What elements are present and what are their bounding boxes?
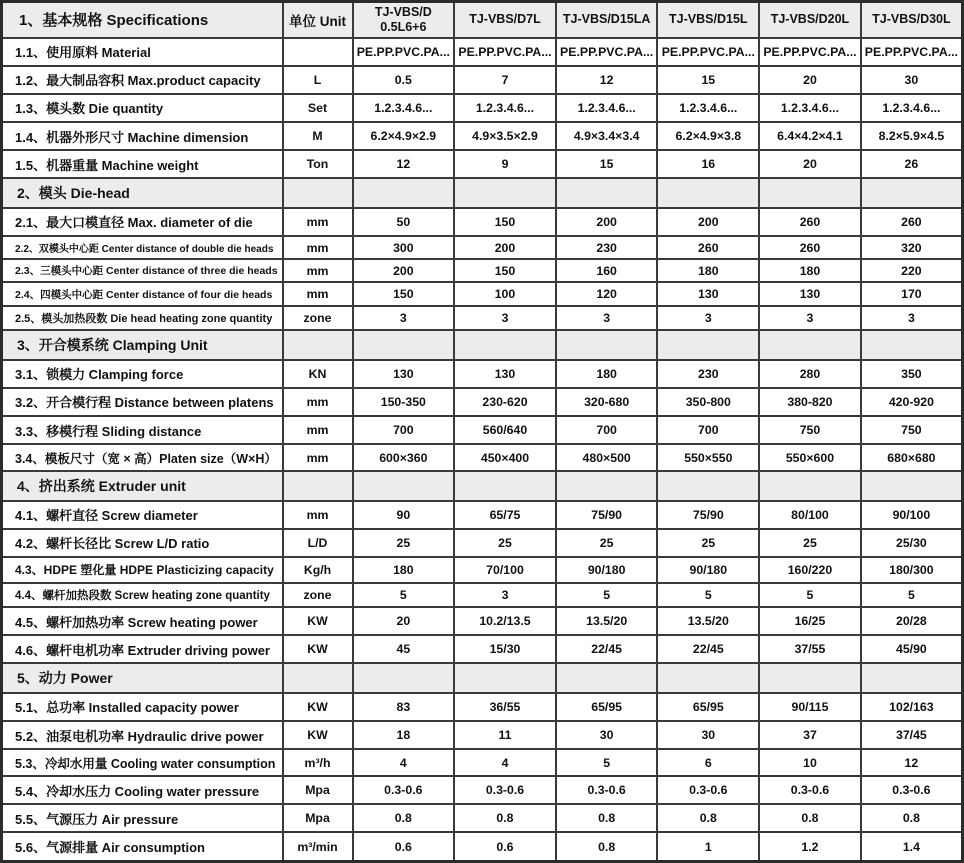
value-cell: 11 <box>454 721 556 749</box>
value-cell: 0.8 <box>861 804 963 832</box>
value-cell: 25 <box>454 529 556 557</box>
value-cell: 6.2×4.9×3.8 <box>657 122 759 150</box>
value-cell: 1.2.3.4.6... <box>759 94 861 122</box>
value-cell: 0.8 <box>556 804 658 832</box>
spec-row <box>2 38 963 66</box>
spec-label: 2.2、双模头中心距 Center distance of double die heads <box>2 236 283 259</box>
value-cell: 5 <box>759 583 861 608</box>
value-cell: 45/90 <box>861 635 963 663</box>
value-cell <box>454 471 556 500</box>
value-cell: 90/100 <box>861 501 963 529</box>
value-cell: 0.8 <box>556 832 658 861</box>
spec-label: 5.4、冷却水压力 Cooling water pressure <box>2 776 283 804</box>
spec-row <box>2 749 963 776</box>
spec-label: 3.2、开合模行程 Distance between platens <box>2 388 283 416</box>
section-title: 4、挤出系统 Extruder unit <box>2 471 283 500</box>
value-cell: 0.8 <box>657 804 759 832</box>
unit-cell: KW <box>283 721 353 749</box>
value-cell: 220 <box>861 259 963 282</box>
value-cell: PE.PP.PVC.PA... <box>861 38 963 66</box>
value-cell: PE.PP.PVC.PA... <box>556 38 658 66</box>
value-cell: 380-820 <box>759 388 861 416</box>
spec-row <box>2 282 963 305</box>
unit-cell: KW <box>283 693 353 721</box>
spec-label: 1.4、机器外形尺寸 Machine dimension <box>2 122 283 150</box>
value-cell: 26 <box>861 150 963 178</box>
spec-label: 5.1、总功率 Installed capacity power <box>2 693 283 721</box>
value-cell <box>454 663 556 692</box>
value-cell: 0.5 <box>353 66 455 94</box>
unit-cell: mm <box>283 444 353 471</box>
unit-cell: mm <box>283 501 353 529</box>
value-cell: 0.3-0.6 <box>556 776 658 804</box>
spec-label: 5.6、气源排量 Air consumption <box>2 832 283 861</box>
value-cell: 170 <box>861 282 963 305</box>
value-cell: PE.PP.PVC.PA... <box>759 38 861 66</box>
value-cell: 200 <box>454 236 556 259</box>
value-cell: 180 <box>759 259 861 282</box>
value-cell: 15 <box>657 66 759 94</box>
unit-cell: m³/min <box>283 832 353 861</box>
value-cell: 30 <box>657 721 759 749</box>
value-cell: 8.2×5.9×4.5 <box>861 122 963 150</box>
value-cell: 700 <box>353 416 455 444</box>
value-cell: 3 <box>454 583 556 608</box>
section-title: 5、动力 Power <box>2 663 283 692</box>
header-row <box>2 2 963 38</box>
spec-label: 4.5、螺杆加热功率 Screw heating power <box>2 607 283 635</box>
spec-label: 4.1、螺杆直径 Screw diameter <box>2 501 283 529</box>
value-cell: 80/100 <box>759 501 861 529</box>
value-cell: 0.3-0.6 <box>454 776 556 804</box>
specifications-header: 1、基本规格 Specifications <box>2 2 283 38</box>
unit-cell <box>283 38 353 66</box>
value-cell: 1.2 <box>759 832 861 861</box>
value-cell: 3 <box>556 306 658 331</box>
unit-cell <box>283 178 353 207</box>
value-cell: 20 <box>353 607 455 635</box>
value-cell: 0.8 <box>454 804 556 832</box>
value-cell: 90 <box>353 501 455 529</box>
value-cell: 0.3-0.6 <box>759 776 861 804</box>
value-cell <box>556 178 658 207</box>
value-cell: 16 <box>657 150 759 178</box>
spec-label: 5.5、气源压力 Air pressure <box>2 804 283 832</box>
unit-cell: M <box>283 122 353 150</box>
spec-row <box>2 557 963 583</box>
value-cell: 480×500 <box>556 444 658 471</box>
unit-cell <box>283 471 353 500</box>
value-cell: 83 <box>353 693 455 721</box>
unit-cell: m³/h <box>283 749 353 776</box>
value-cell: 750 <box>861 416 963 444</box>
value-cell: 18 <box>353 721 455 749</box>
model-column-header: TJ-VBS/D 0.5L6+6 <box>353 2 455 38</box>
value-cell: 0.3-0.6 <box>657 776 759 804</box>
value-cell: 260 <box>657 236 759 259</box>
value-cell: 3 <box>759 306 861 331</box>
value-cell: 280 <box>759 360 861 388</box>
spec-row <box>2 259 963 282</box>
spec-label: 1.3、模头数 Die quantity <box>2 94 283 122</box>
value-cell: 13.5/20 <box>556 607 658 635</box>
unit-cell <box>283 330 353 359</box>
value-cell <box>759 471 861 500</box>
value-cell <box>861 471 963 500</box>
value-cell: PE.PP.PVC.PA... <box>353 38 455 66</box>
value-cell: 3 <box>454 306 556 331</box>
spec-label: 3.3、移模行程 Sliding distance <box>2 416 283 444</box>
value-cell: 15/30 <box>454 635 556 663</box>
model-column-header: TJ-VBS/D15L <box>657 2 759 38</box>
value-cell: PE.PP.PVC.PA... <box>454 38 556 66</box>
value-cell: 65/75 <box>454 501 556 529</box>
value-cell <box>353 178 455 207</box>
unit-cell: Mpa <box>283 804 353 832</box>
spec-label: 4.2、螺杆长径比 Screw L/D ratio <box>2 529 283 557</box>
value-cell <box>353 330 455 359</box>
value-cell: 70/100 <box>454 557 556 583</box>
value-cell: 6.4×4.2×4.1 <box>759 122 861 150</box>
value-cell: 320-680 <box>556 388 658 416</box>
value-cell <box>657 330 759 359</box>
spec-row <box>2 776 963 804</box>
spec-row <box>2 583 963 608</box>
value-cell: 10 <box>759 749 861 776</box>
section-row <box>2 178 963 207</box>
value-cell <box>556 471 658 500</box>
value-cell <box>454 178 556 207</box>
value-cell: 150 <box>353 282 455 305</box>
unit-cell: L <box>283 66 353 94</box>
spec-label: 2.3、三模头中心距 Center distance of three die heads <box>2 259 283 282</box>
spec-row <box>2 693 963 721</box>
value-cell: 45 <box>353 635 455 663</box>
value-cell: 0.3-0.6 <box>861 776 963 804</box>
value-cell: 102/163 <box>861 693 963 721</box>
value-cell <box>353 663 455 692</box>
value-cell: 13.5/20 <box>657 607 759 635</box>
value-cell: 700 <box>556 416 658 444</box>
value-cell: 3 <box>861 306 963 331</box>
value-cell: 0.8 <box>759 804 861 832</box>
spec-label: 4.3、HDPE 塑化量 HDPE Plasticizing capacity <box>2 557 283 583</box>
value-cell <box>657 663 759 692</box>
value-cell: 0.3-0.6 <box>353 776 455 804</box>
value-cell: 260 <box>759 236 861 259</box>
value-cell: 20 <box>759 150 861 178</box>
value-cell: 230 <box>556 236 658 259</box>
value-cell: 200 <box>657 208 759 236</box>
unit-cell: KW <box>283 635 353 663</box>
unit-cell <box>283 663 353 692</box>
value-cell: 600×360 <box>353 444 455 471</box>
spec-row <box>2 94 963 122</box>
value-cell: 12 <box>861 749 963 776</box>
value-cell <box>861 178 963 207</box>
value-cell: 5 <box>556 583 658 608</box>
value-cell <box>657 471 759 500</box>
value-cell: 1.2.3.4.6... <box>454 94 556 122</box>
value-cell <box>759 330 861 359</box>
value-cell: 550×550 <box>657 444 759 471</box>
value-cell: 37 <box>759 721 861 749</box>
value-cell <box>759 663 861 692</box>
value-cell: 12 <box>556 66 658 94</box>
value-cell: 36/55 <box>454 693 556 721</box>
value-cell: 6.2×4.9×2.9 <box>353 122 455 150</box>
spec-row <box>2 635 963 663</box>
unit-cell: L/D <box>283 529 353 557</box>
spec-row <box>2 416 963 444</box>
value-cell: 22/45 <box>657 635 759 663</box>
value-cell: 7 <box>454 66 556 94</box>
value-cell <box>861 330 963 359</box>
spec-label: 5.2、油泵电机功率 Hydraulic drive power <box>2 721 283 749</box>
section-title: 3、开合模系统 Clamping Unit <box>2 330 283 359</box>
value-cell: 4 <box>454 749 556 776</box>
value-cell: 20/28 <box>861 607 963 635</box>
value-cell: 20 <box>759 66 861 94</box>
unit-cell: Set <box>283 94 353 122</box>
value-cell: 30 <box>556 721 658 749</box>
unit-cell: mm <box>283 416 353 444</box>
spec-row <box>2 529 963 557</box>
section-row <box>2 471 963 500</box>
value-cell: 130 <box>353 360 455 388</box>
value-cell: 1.4 <box>861 832 963 861</box>
spec-label: 2.1、最大口模直径 Max. diameter of die <box>2 208 283 236</box>
value-cell: 120 <box>556 282 658 305</box>
unit-cell: mm <box>283 208 353 236</box>
value-cell: 260 <box>861 208 963 236</box>
value-cell: 230-620 <box>454 388 556 416</box>
value-cell: 150 <box>454 208 556 236</box>
value-cell: 1.2.3.4.6... <box>353 94 455 122</box>
value-cell: 230 <box>657 360 759 388</box>
value-cell: 130 <box>657 282 759 305</box>
value-cell: 22/45 <box>556 635 658 663</box>
section-title: 2、模头 Die-head <box>2 178 283 207</box>
value-cell: 3 <box>657 306 759 331</box>
value-cell: 9 <box>454 150 556 178</box>
value-cell: 75/90 <box>657 501 759 529</box>
value-cell: 0.8 <box>353 804 455 832</box>
spec-row <box>2 360 963 388</box>
value-cell: 5 <box>861 583 963 608</box>
value-cell: 5 <box>353 583 455 608</box>
spec-row <box>2 721 963 749</box>
value-cell: 160 <box>556 259 658 282</box>
spec-label: 1.1、使用原料 Material <box>2 38 283 66</box>
value-cell: PE.PP.PVC.PA... <box>657 38 759 66</box>
unit-cell: KN <box>283 360 353 388</box>
unit-cell: zone <box>283 306 353 331</box>
spec-row <box>2 832 963 861</box>
value-cell: 100 <box>454 282 556 305</box>
spec-label: 4.4、螺杆加热段数 Screw heating zone quantity <box>2 583 283 608</box>
value-cell: 4 <box>353 749 455 776</box>
value-cell: 25 <box>353 529 455 557</box>
value-cell: 160/220 <box>759 557 861 583</box>
value-cell: 560/640 <box>454 416 556 444</box>
value-cell: 4.9×3.4×3.4 <box>556 122 658 150</box>
spec-row <box>2 388 963 416</box>
spec-row <box>2 236 963 259</box>
value-cell: 0.6 <box>454 832 556 861</box>
unit-cell: mm <box>283 282 353 305</box>
value-cell: 1 <box>657 832 759 861</box>
value-cell: 37/55 <box>759 635 861 663</box>
model-column-header: TJ-VBS/D20L <box>759 2 861 38</box>
value-cell: 200 <box>353 259 455 282</box>
value-cell: 1.2.3.4.6... <box>556 94 658 122</box>
value-cell: 350-800 <box>657 388 759 416</box>
value-cell: 90/180 <box>556 557 658 583</box>
value-cell: 200 <box>556 208 658 236</box>
value-cell: 260 <box>759 208 861 236</box>
unit-cell: Ton <box>283 150 353 178</box>
model-column-header: TJ-VBS/D15LA <box>556 2 658 38</box>
value-cell: 65/95 <box>657 693 759 721</box>
value-cell <box>657 178 759 207</box>
spec-label: 5.3、冷却水用量 Cooling water consumption <box>2 749 283 776</box>
value-cell <box>556 663 658 692</box>
spec-label: 2.4、四模头中心距 Center distance of four die heads <box>2 282 283 305</box>
spec-label: 4.6、螺杆电机功率 Extruder driving power <box>2 635 283 663</box>
spec-row <box>2 306 963 331</box>
spec-row <box>2 501 963 529</box>
value-cell: 4.9×3.5×2.9 <box>454 122 556 150</box>
section-row <box>2 330 963 359</box>
value-cell: 180 <box>353 557 455 583</box>
value-cell: 700 <box>657 416 759 444</box>
value-cell: 680×680 <box>861 444 963 471</box>
spec-row <box>2 150 963 178</box>
value-cell: 1.2.3.4.6... <box>657 94 759 122</box>
value-cell: 300 <box>353 236 455 259</box>
value-cell: 6 <box>657 749 759 776</box>
value-cell: 320 <box>861 236 963 259</box>
spec-label: 3.4、模板尺寸（宽 × 高）Platen size（W×H） <box>2 444 283 471</box>
unit-column-header: 单位 Unit <box>283 2 353 38</box>
value-cell <box>861 663 963 692</box>
value-cell: 450×400 <box>454 444 556 471</box>
value-cell: 350 <box>861 360 963 388</box>
value-cell: 130 <box>454 360 556 388</box>
value-cell: 150 <box>454 259 556 282</box>
unit-cell: KW <box>283 607 353 635</box>
model-column-header: TJ-VBS/D30L <box>861 2 963 38</box>
value-cell: 65/95 <box>556 693 658 721</box>
value-cell: 15 <box>556 150 658 178</box>
value-cell: 5 <box>657 583 759 608</box>
spec-row <box>2 66 963 94</box>
unit-cell: mm <box>283 236 353 259</box>
unit-cell: Mpa <box>283 776 353 804</box>
value-cell: 0.6 <box>353 832 455 861</box>
value-cell: 12 <box>353 150 455 178</box>
value-cell: 180/300 <box>861 557 963 583</box>
value-cell <box>759 178 861 207</box>
model-column-header: TJ-VBS/D7L <box>454 2 556 38</box>
spec-row <box>2 208 963 236</box>
value-cell: 180 <box>657 259 759 282</box>
value-cell: 90/180 <box>657 557 759 583</box>
value-cell: 50 <box>353 208 455 236</box>
value-cell: 550×600 <box>759 444 861 471</box>
value-cell: 25 <box>759 529 861 557</box>
value-cell: 130 <box>759 282 861 305</box>
section-row <box>2 663 963 692</box>
spec-label: 2.5、模头加热段数 Die head heating zone quantity <box>2 306 283 331</box>
spec-label: 1.2、最大制品容积 Max.product capacity <box>2 66 283 94</box>
value-cell: 25 <box>556 529 658 557</box>
value-cell: 5 <box>556 749 658 776</box>
unit-cell: Kg/h <box>283 557 353 583</box>
value-cell: 25/30 <box>861 529 963 557</box>
value-cell: 1.2.3.4.6... <box>861 94 963 122</box>
spec-row <box>2 607 963 635</box>
value-cell: 750 <box>759 416 861 444</box>
value-cell: 10.2/13.5 <box>454 607 556 635</box>
value-cell <box>454 330 556 359</box>
unit-cell: zone <box>283 583 353 608</box>
unit-cell: mm <box>283 388 353 416</box>
value-cell: 30 <box>861 66 963 94</box>
value-cell: 90/115 <box>759 693 861 721</box>
value-cell <box>353 471 455 500</box>
spec-row <box>2 804 963 832</box>
value-cell: 16/25 <box>759 607 861 635</box>
table-body <box>2 38 963 862</box>
spec-label: 1.5、机器重量 Machine weight <box>2 150 283 178</box>
unit-cell: mm <box>283 259 353 282</box>
value-cell: 25 <box>657 529 759 557</box>
value-cell <box>556 330 658 359</box>
value-cell: 180 <box>556 360 658 388</box>
value-cell: 420-920 <box>861 388 963 416</box>
value-cell: 37/45 <box>861 721 963 749</box>
spec-label: 3.1、锁模力 Clamping force <box>2 360 283 388</box>
value-cell: 150-350 <box>353 388 455 416</box>
value-cell: 3 <box>353 306 455 331</box>
value-cell: 75/90 <box>556 501 658 529</box>
spec-row <box>2 122 963 150</box>
spec-row <box>2 444 963 471</box>
